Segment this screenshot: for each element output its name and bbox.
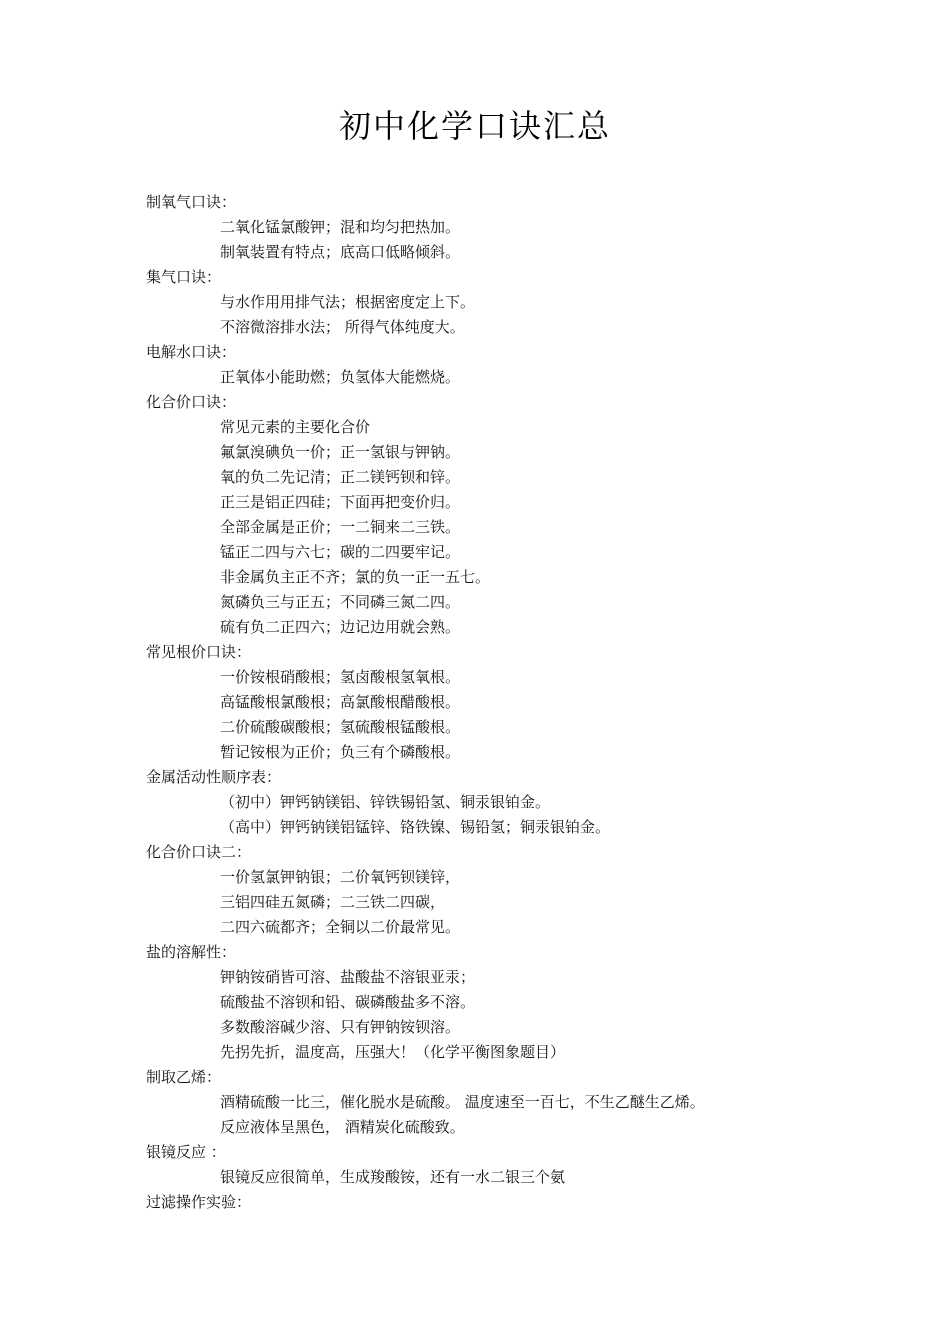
- mnemonic-line: 反应液体呈黑色， 酒精炭化硫酸致。: [220, 1118, 465, 1136]
- mnemonic-line: 全部金属是正价；一二铜来二三铁。: [220, 518, 461, 536]
- mnemonic-section: [146, 765, 906, 840]
- mnemonic-line: 高锰酸根氯酸根；高氯酸根醋酸根。: [220, 693, 461, 711]
- mnemonic-section: [146, 340, 906, 390]
- mnemonic-section: [146, 390, 906, 640]
- mnemonic-line: 正三是铝正四硅；下面再把变价归。: [220, 493, 461, 511]
- document-body: [146, 190, 906, 1215]
- mnemonic-section: [146, 1065, 906, 1140]
- mnemonic-section: [146, 640, 906, 765]
- mnemonic-line: 二氧化锰氯酸钾；混和均匀把热加。: [220, 218, 461, 236]
- section-heading: 化合价口诀二：: [146, 843, 252, 861]
- mnemonic-section: [146, 940, 906, 1065]
- mnemonic-line: 与水作用用排气法；根据密度定上下。: [220, 293, 476, 311]
- mnemonic-line: 氮磷负三与正五；不同磷三氮二四。: [220, 593, 461, 611]
- mnemonic-line: 银镜反应很简单，生成羧酸铵，还有一水二银三个氨: [220, 1168, 566, 1186]
- section-heading: 盐的溶解性：: [146, 943, 237, 961]
- mnemonic-line: 制氧装置有特点；底高口低略倾斜。: [220, 243, 461, 261]
- mnemonic-line: （初中）钾钙钠镁铝、锌铁锡铅氢、铜汞银铂金。: [220, 793, 551, 811]
- section-heading: 过滤操作实验：: [146, 1193, 252, 1211]
- mnemonic-line: 二四六硫都齐；全铜以二价最常见。: [220, 918, 461, 936]
- page-title: 初中化学口诀汇总: [338, 107, 611, 145]
- mnemonic-line: 氧的负二先记清；正二镁钙钡和锌。: [220, 468, 461, 486]
- mnemonic-line: 二价硫酸碳酸根；氢硫酸根锰酸根。: [220, 718, 461, 736]
- section-heading: 金属活动性顺序表：: [146, 768, 282, 786]
- mnemonic-line: 硫酸盐不溶钡和铅、碳磷酸盐多不溶。: [220, 993, 476, 1011]
- mnemonic-section: [146, 190, 906, 265]
- mnemonic-line: 暂记铵根为正价；负三有个磷酸根。: [220, 743, 461, 761]
- mnemonic-line: 钾钠铵硝皆可溶、盐酸盐不溶银亚汞；: [220, 968, 476, 986]
- mnemonic-section: [146, 1140, 906, 1190]
- mnemonic-line: （高中）钾钙钠镁铝锰锌、铬铁镍、锡铅氢；铜汞银铂金。: [220, 818, 611, 836]
- mnemonic-line: 一价铵根硝酸根；氢卤酸根氢氧根。: [220, 668, 461, 686]
- mnemonic-line: 硫有负二正四六；边记边用就会熟。: [220, 618, 461, 636]
- section-heading: 电解水口诀：: [146, 343, 237, 361]
- section-heading: 化合价口诀：: [146, 393, 237, 411]
- mnemonic-line: 氟氯溴碘负一价；正一氢银与钾钠。: [220, 443, 461, 461]
- section-heading: 制氧气口诀：: [146, 193, 237, 211]
- mnemonic-line: 正氧体小能助燃；负氢体大能燃烧。: [220, 368, 461, 386]
- section-heading: 银镜反应 ：: [146, 1143, 226, 1161]
- mnemonic-section: [146, 840, 906, 940]
- mnemonic-line: 酒精硫酸一比三，催化脱水是硫酸。 温度速至一百七，不生乙醚生乙烯。: [220, 1093, 705, 1111]
- section-heading: 集气口诀：: [146, 268, 222, 286]
- mnemonic-line: 非金属负主正不齐；氯的负一正一五七。: [220, 568, 491, 586]
- mnemonic-line: 常见元素的主要化合价: [220, 418, 371, 436]
- mnemonic-line: 锰正二四与六七；碳的二四要牢记。: [220, 543, 461, 561]
- mnemonic-line: 三铝四硅五氮磷；二三铁二四碳，: [220, 893, 446, 911]
- mnemonic-line: 多数酸溶碱少溶、只有钾钠铵钡溶。: [220, 1018, 461, 1036]
- mnemonic-section: [146, 265, 906, 340]
- section-heading: 常见根价口诀：: [146, 643, 252, 661]
- section-heading: 制取乙烯：: [146, 1068, 222, 1086]
- mnemonic-line: 不溶微溶排水法； 所得气体纯度大。: [220, 318, 465, 336]
- mnemonic-line: 先拐先折，温度高，压强大！（化学平衡图象题目）: [220, 1043, 566, 1061]
- mnemonic-section: [146, 1190, 906, 1215]
- mnemonic-line: 一价氢氯钾钠银；二价氧钙钡镁锌，: [220, 868, 461, 886]
